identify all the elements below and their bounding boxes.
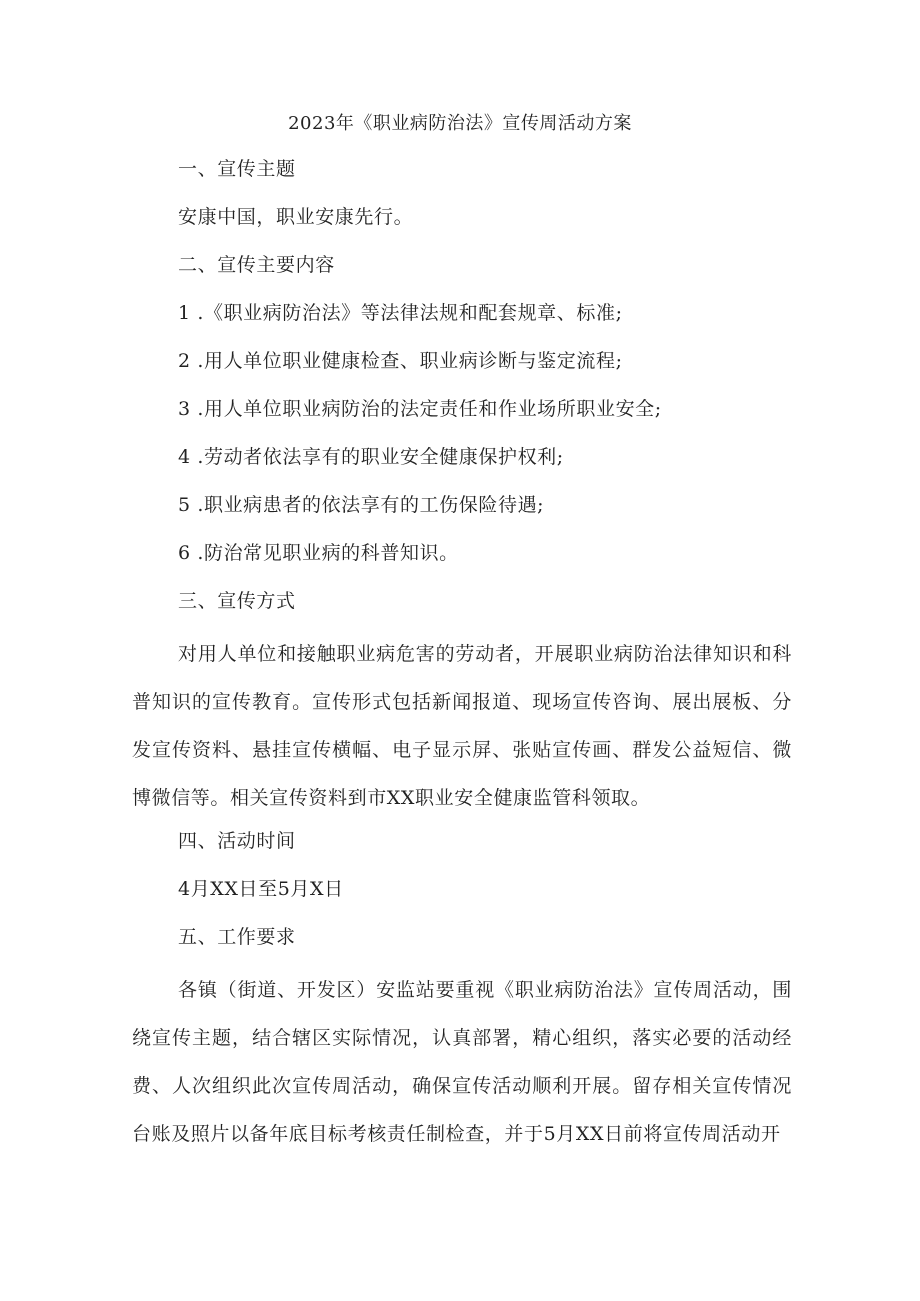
section2-heading: 二、宣传主要内容 — [178, 254, 335, 276]
section1-heading: 一、宣传主题 — [178, 158, 296, 180]
content-item-5: 5 .职业病患者的依法享有的工伤保险待遇; — [178, 494, 545, 516]
document-title: 2023年《职业病防治法》宣传周活动方案 — [288, 113, 632, 134]
content-item-2: 2 .用人单位职业健康检查、职业病诊断与鉴定流程; — [178, 350, 623, 372]
content-item-3: 3 .用人单位职业病防治的法定责任和作业场所职业安全; — [178, 398, 662, 420]
section5-paragraph: 各镇（街道、开发区）安监站要重视《职业病防治法》宣传周活动，围绕宣传主题，结合辖区实际情况，认真部署，精心组织，落实必要的活动经费、人次组织此次宣传周活动，确保宣传活动顺利开展。留存相关宣传情况台账及照片以备年底目标考核责任制检查，并于5月XX日前将宣传周活动开 — [132, 979, 792, 1145]
section4-text: 4月XX日至5月X日 — [178, 878, 344, 900]
content-item-6: 6 .防治常见职业病的科普知识。 — [178, 542, 459, 564]
section3-paragraph: 对用人单位和接触职业病危害的劳动者，开展职业病防治法律知识和科普知识的宣传教育。宣传形式包括新闻报道、现场宣传咨询、展出展板、分发宣传资料、悬挂宣传横幅、电子显示屏、张贴宣传画、群发公益短信、微博微信等。相关宣传资料到市XX职业安全健康监管科领取。 — [132, 643, 792, 809]
section4-heading: 四、活动时间 — [178, 830, 296, 852]
section5-heading: 五、工作要求 — [178, 926, 296, 948]
section1-text: 安康中国，职业安康先行。 — [178, 206, 414, 228]
content-item-4: 4 .劳动者依法享有的职业安全健康保护权利; — [178, 446, 564, 468]
content-item-1: 1 .《职业病防治法》等法律法规和配套规章、标准; — [178, 302, 623, 324]
section3-heading: 三、宣传方式 — [178, 590, 296, 612]
